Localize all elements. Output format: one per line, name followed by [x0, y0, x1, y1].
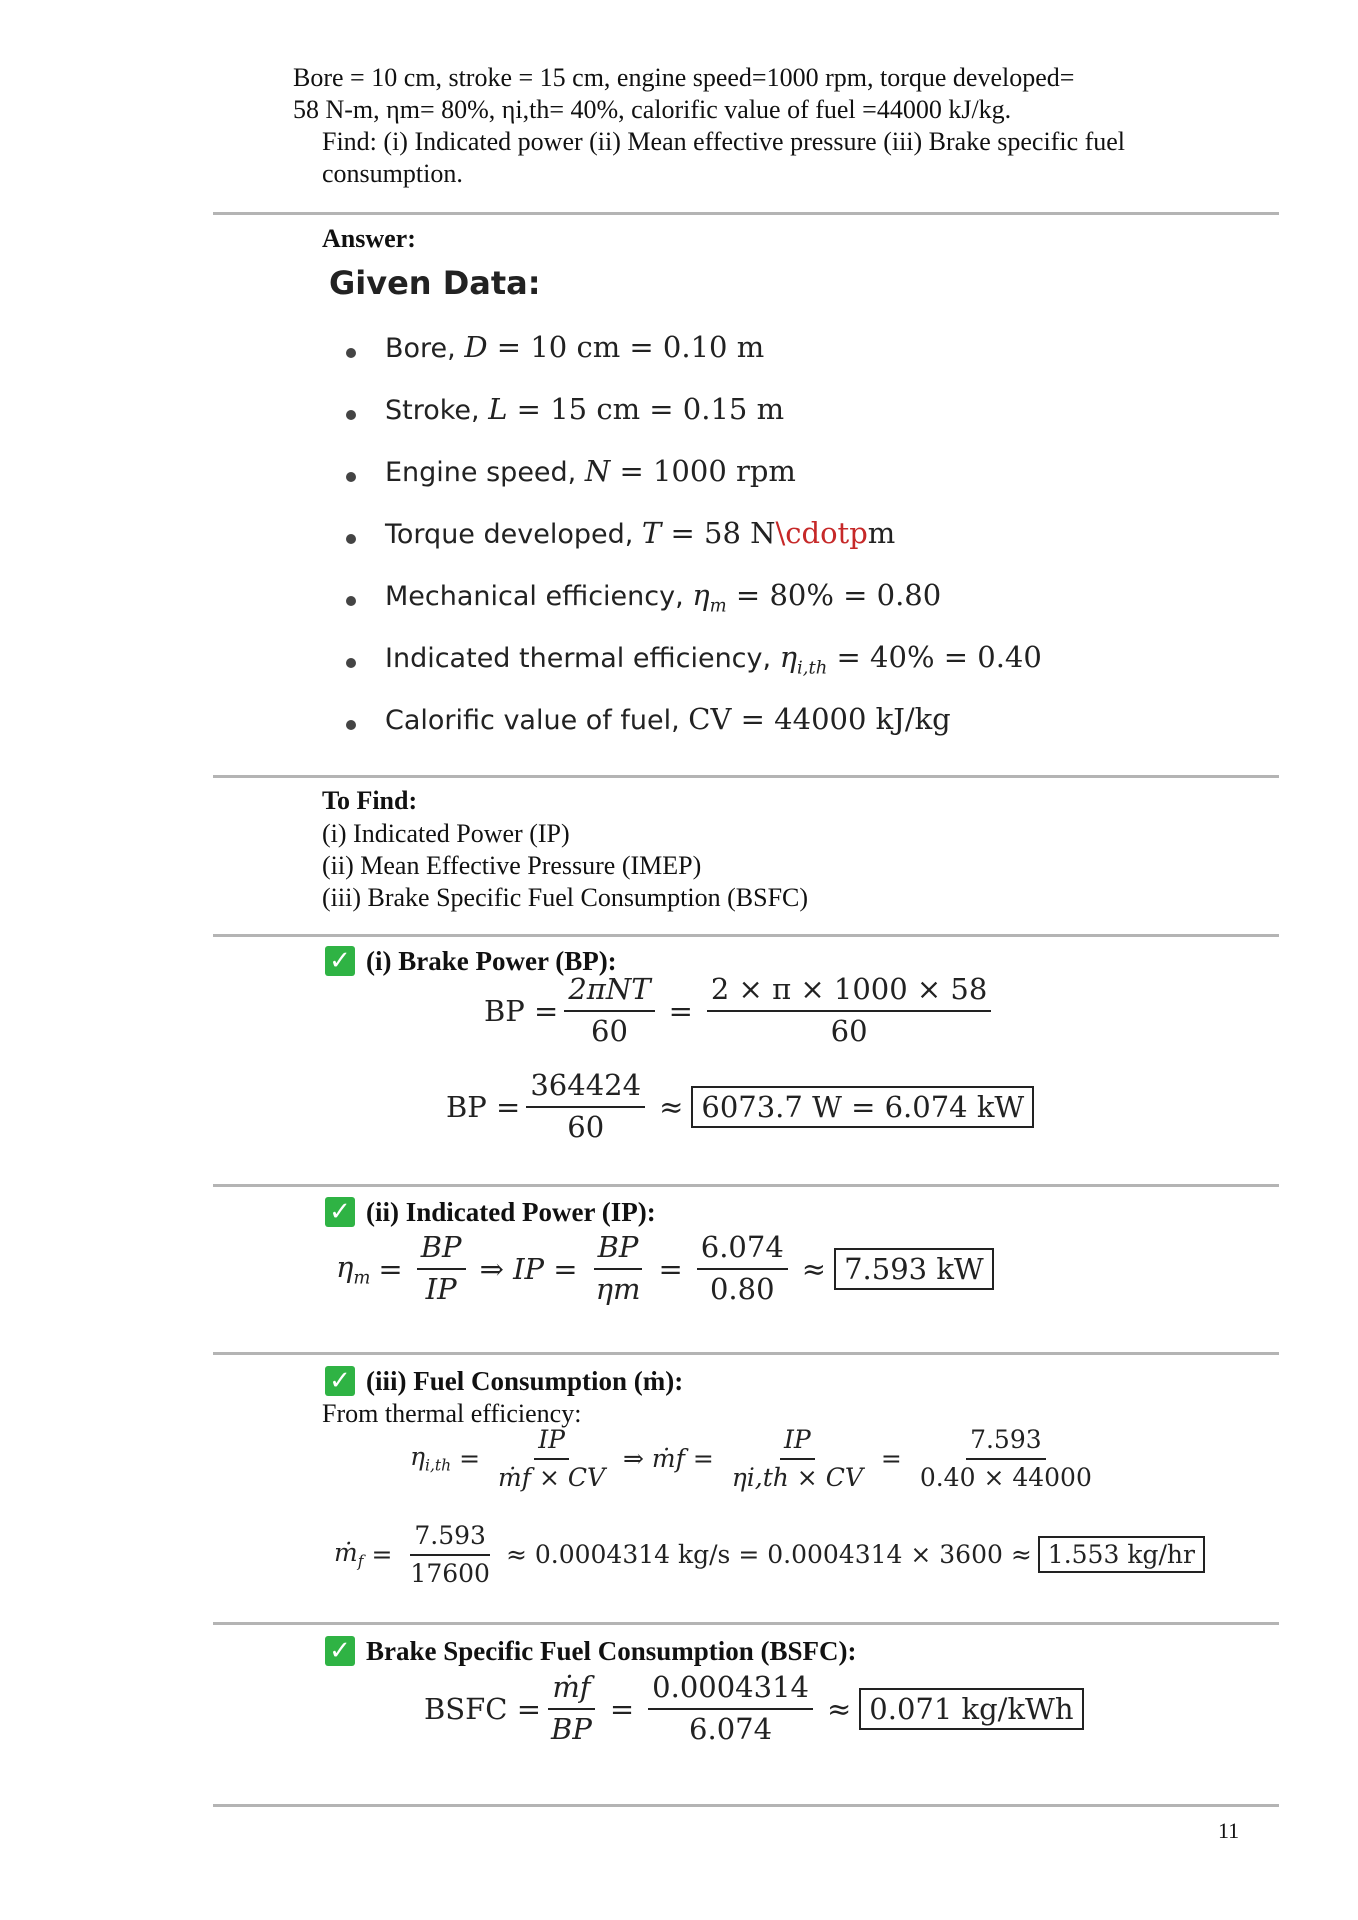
to-find-item: (iii) Brake Specific Fuel Consumption (BSFC) [322, 883, 809, 912]
fuel-intro-text: From thermal efficiency: [322, 1399, 582, 1428]
bullet-icon [346, 534, 356, 544]
divider [213, 934, 1279, 937]
to-find-item: (i) Indicated Power (IP) [322, 819, 570, 848]
checkmark-icon: ✓ [325, 1197, 355, 1227]
bullet-icon [346, 720, 356, 730]
ip-equation: $\eta_m$ = $\frac{BP}{IP}$ ⇒ IP = $\frac{BP}{\eta m}$ = $\frac{6.074}{0.80}$ ≈ 7.593 kW [336, 1232, 994, 1306]
to-find-item: (ii) Mean Effective Pressure (IMEP) [322, 851, 702, 880]
bp-section-title: (i) Brake Power (BP): [366, 946, 617, 976]
bullet-icon [346, 472, 356, 482]
bullet-icon [346, 658, 356, 668]
given-item-stroke: Stroke, L = 15 cm = 0.15 m [385, 392, 785, 426]
divider [213, 212, 1279, 215]
fuel-equation-1: $\eta_{i,th}$ = $\frac{IP}{\text{ṁf × CV}}$ ⇒ ṁf = $\frac{IP}{\eta i,th \times CV}$ = $\frac{7.593}{0.40 \times 44000}$ [410, 1425, 1092, 1492]
given-item-mech-eff: Mechanical efficiency, $\eta_m = 80\% = 0.80$ [385, 578, 942, 617]
fuel-result-box: 1.553 kg/hr [1038, 1536, 1205, 1573]
question-line-1: Bore = 10 cm, stroke = 15 cm, engine speed=1000 rpm, torque developed= [293, 63, 1075, 92]
bsfc-equation: BSFC = $\frac{\text{ṁf}}{BP}$ = $\frac{0.0004314}{6.074}$ ≈ 0.071 kg/kWh [424, 1672, 1084, 1746]
fuel-equation-2: ṁ$_f$ = $\frac{7.593}{17600}$ ≈ 0.0004314 kg/s = 0.0004314 × 3600 ≈ 1.553 kg/hr [334, 1522, 1205, 1587]
divider [213, 1352, 1279, 1355]
divider [213, 1804, 1279, 1807]
given-item-bore: Bore, D = 10 cm = 0.10 m [385, 330, 765, 364]
question-line-2: 58 N-m, ηm= 80%, ηi,th= 40%, calorific value of fuel =44000 kJ/kg. [293, 95, 1012, 124]
bsfc-result-box: 0.071 kg/kWh [859, 1688, 1083, 1730]
bsfc-section-title: Brake Specific Fuel Consumption (BSFC): [366, 1636, 857, 1666]
ip-result-box: 7.593 kW [834, 1248, 994, 1290]
divider [213, 1622, 1279, 1625]
checkmark-icon: ✓ [325, 1366, 355, 1396]
bullet-icon [346, 596, 356, 606]
given-item-thermal-eff: Indicated thermal efficiency, $\eta_{i,th} = 40\% = 0.40$ [385, 640, 1042, 679]
given-item-torque: Torque developed, T = 58 N\cdotpm [385, 516, 896, 550]
checkmark-icon: ✓ [325, 946, 355, 976]
given-data-title: Given Data: [329, 264, 541, 302]
fuel-section-title: (iii) Fuel Consumption (ṁ): [366, 1366, 684, 1396]
ip-section-title: (ii) Indicated Power (IP): [366, 1197, 656, 1227]
given-item-speed: Engine speed, N = 1000 rpm [385, 454, 796, 488]
question-line-4: consumption. [322, 159, 463, 188]
divider [213, 1184, 1279, 1187]
question-line-3: Find: (i) Indicated power (ii) Mean effective pressure (iii) Brake specific fuel [322, 127, 1126, 156]
to-find-title: To Find: [322, 786, 418, 815]
divider [213, 775, 1279, 778]
answer-label: Answer: [322, 224, 416, 253]
bp-equation-1: BP = $\frac{\text{2πNT}}{60}$ = $\frac{2 \times \pi \times 1000 \times 58}{60}$ [484, 974, 997, 1048]
bp-result-box: 6073.7 W = 6.074 kW [691, 1086, 1034, 1128]
page-number: 11 [1218, 1818, 1240, 1843]
bullet-icon [346, 348, 356, 358]
bp-equation-2: BP = $\frac{364424}{60}$ ≈ 6073.7 W = 6.074 kW [446, 1070, 1034, 1144]
bullet-icon [346, 410, 356, 420]
checkmark-icon: ✓ [325, 1636, 355, 1666]
given-item-cv: Calorific value of fuel, CV = 44000 kJ/kg [385, 702, 951, 736]
